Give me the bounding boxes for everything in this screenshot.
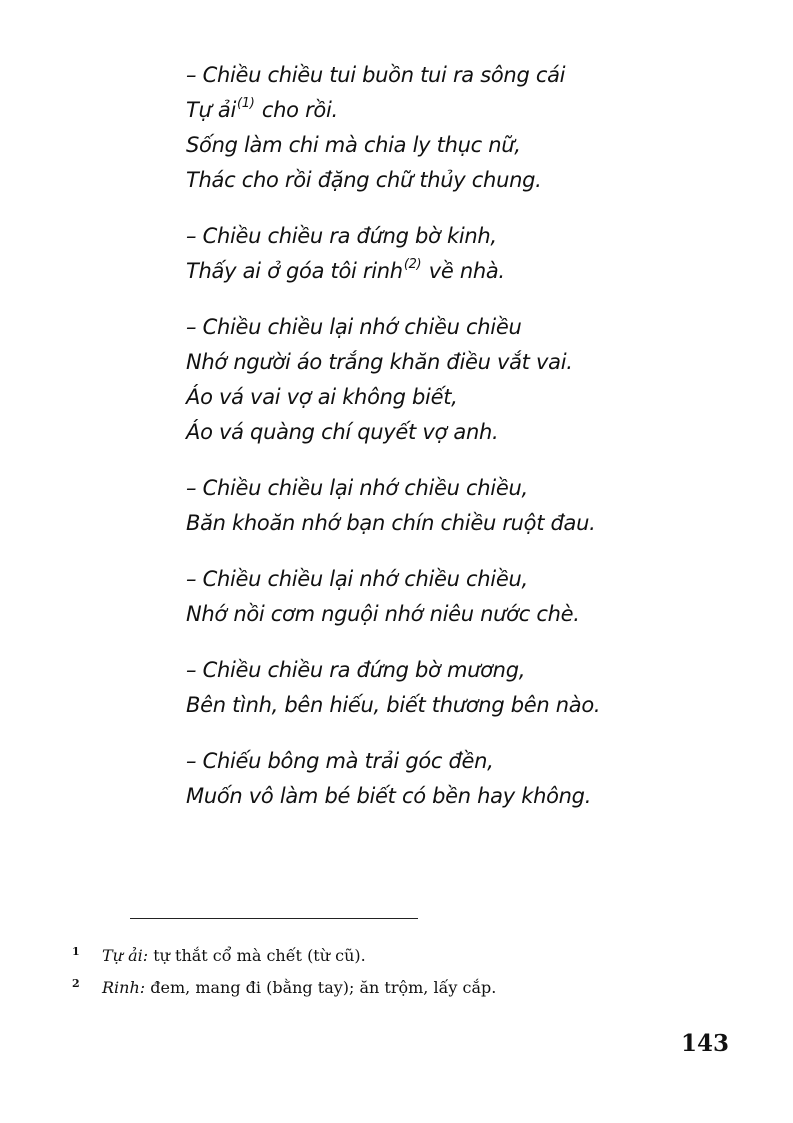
poem-line: – Chiếu bông mà trải góc đền, [186, 749, 494, 773]
footnote-term: Rinh: [102, 978, 146, 997]
poem-line: Nhớ nồi cơm nguội nhớ niêu nước chè. [186, 602, 580, 626]
poem-stanza [186, 471, 746, 541]
footnote-marker: 1 [72, 945, 80, 958]
footnote-reference: (1) [237, 96, 255, 111]
poem-line: – Chiều chiều lại nhớ chiều chiều, [186, 567, 528, 591]
poem-stanza [186, 58, 746, 198]
poem-line: Muốn vô làm bé biết có bền hay không. [186, 784, 592, 808]
poem-stanza [186, 562, 746, 632]
poem-stanza [186, 653, 746, 723]
poem-line: Áo vá quàng chí quyết vợ anh. [186, 420, 499, 444]
poem-line-text: cho rồi. [255, 98, 338, 122]
poem-stanza [186, 219, 746, 289]
footnote [72, 944, 732, 976]
poem-line: Thác cho rồi đặng chữ thủy chung. [186, 168, 542, 192]
poem-line-text: Tự ải [186, 98, 237, 122]
footnote-definition: đem, mang đi (bằng tay); ăn trộm, lấy cắp. [145, 978, 497, 997]
poem-stanza [186, 310, 746, 450]
footnote-marker: 2 [72, 977, 80, 990]
footnote-divider [130, 918, 418, 919]
poem-line [186, 93, 746, 128]
footnote-definition: tự thắt cổ mà chết (từ cũ). [148, 946, 366, 965]
poem-line: – Chiều chiều ra đứng bờ mương, [186, 658, 526, 682]
poem-line: – Chiều chiều lại nhớ chiều chiều, [186, 476, 528, 500]
page-number: 143 [681, 1030, 730, 1057]
poem [186, 58, 746, 835]
footnote-text [102, 976, 496, 1000]
footnote-text [102, 944, 366, 968]
poem-line [186, 254, 746, 289]
poem-stanza [186, 744, 746, 814]
poem-line: Sống làm chi mà chia ly thục nữ, [186, 133, 521, 157]
poem-line: – Chiều chiều tui buồn tui ra sông cái [186, 63, 566, 87]
poem-line: Bên tình, bên hiếu, biết thương bên nào. [186, 693, 601, 717]
footnotes [72, 944, 732, 1008]
footnote [72, 976, 732, 1008]
poem-line: Nhớ người áo trắng khăn điều vắt vai. [186, 350, 573, 374]
footnote-term: Tự ải: [102, 946, 149, 965]
poem-line: – Chiều chiều lại nhớ chiều chiều [186, 315, 522, 339]
poem-line: – Chiều chiều ra đứng bờ kinh, [186, 224, 497, 248]
poem-line-text: về nhà. [422, 259, 505, 283]
poem-line: Băn khoăn nhớ bạn chín chiều ruột đau. [186, 511, 596, 535]
poem-line: Áo vá vai vợ ai không biết, [186, 385, 458, 409]
footnote-reference: (2) [403, 257, 422, 272]
poem-line-text: Thấy ai ở góa tôi rinh [186, 259, 403, 283]
